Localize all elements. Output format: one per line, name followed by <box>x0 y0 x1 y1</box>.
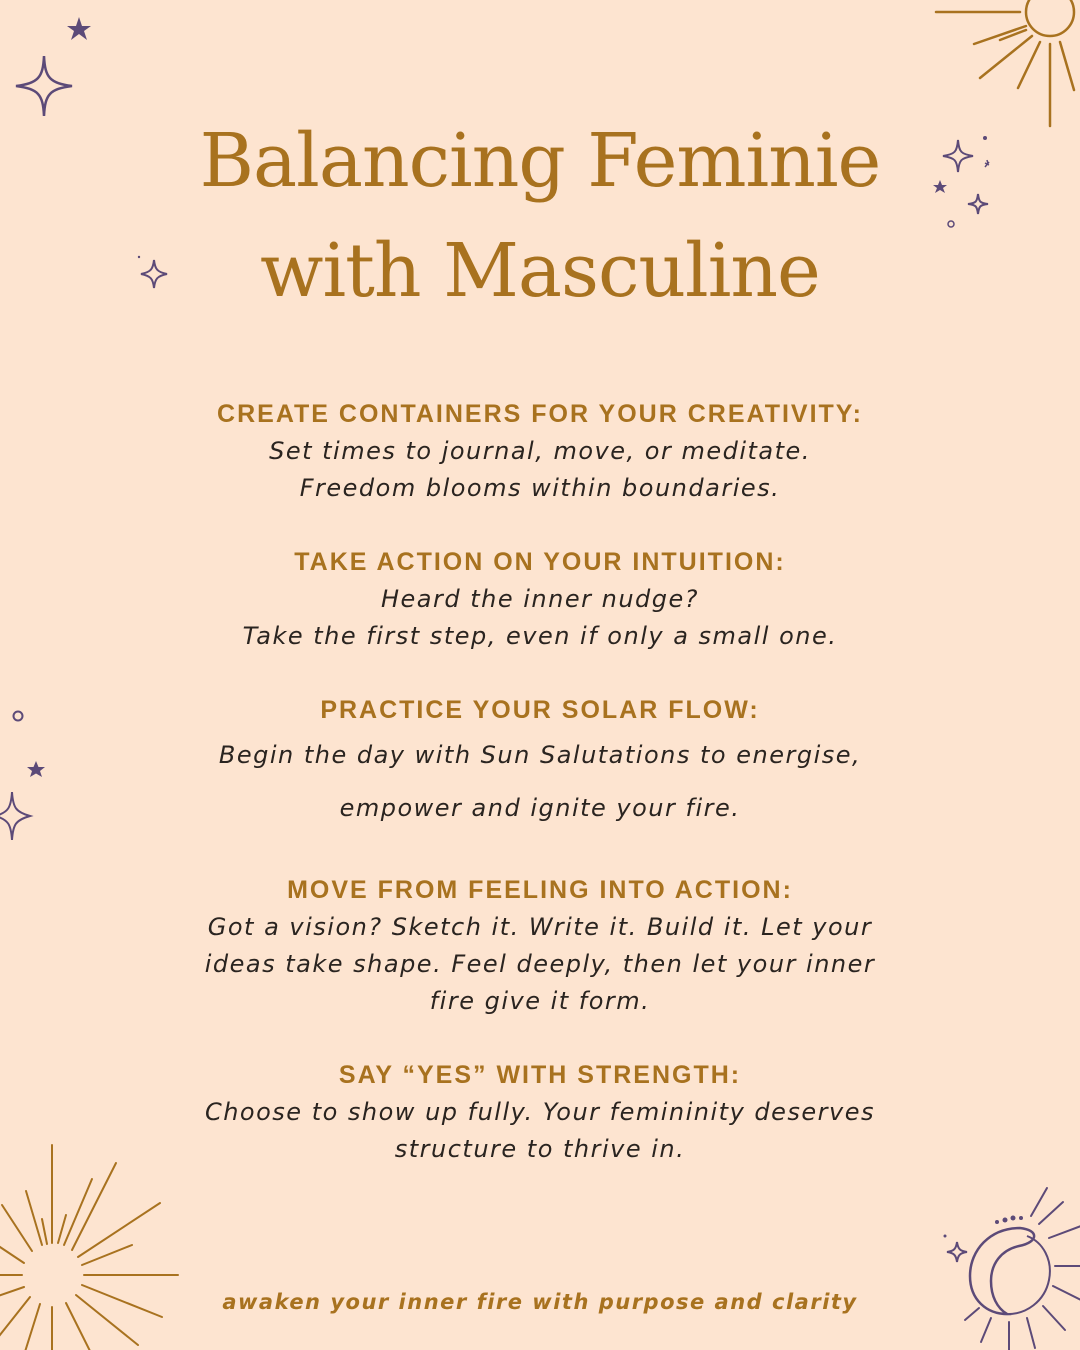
section-text-line: Begin the day with Sun Salutations to energise, <box>218 741 862 769</box>
section-text-line: Set times to journal, move, or meditate. <box>269 437 811 465</box>
section-text-line: empower and ignite your fire. <box>339 794 741 822</box>
sparkle-icon <box>14 54 74 118</box>
section-heading: MOVE FROM FEELING INTO ACTION: <box>287 876 793 904</box>
section-text-line: Take the first step, even if only a small one. <box>242 622 838 650</box>
section-text-line: Heard the inner nudge? <box>380 585 699 613</box>
section-containers <box>0 396 1080 507</box>
section-heading: SAY “YES” WITH STRENGTH: <box>338 1061 742 1089</box>
footer-tagline: awaken your inner fire with purpose and clarity <box>222 1290 858 1314</box>
section-say-yes <box>0 1057 1080 1168</box>
section-feeling-into-action <box>0 872 1080 1020</box>
section-solar-flow <box>0 692 1080 835</box>
section-text-line: Got a vision? Sketch it. Write it. Build it. Let your <box>207 913 873 941</box>
star-icon <box>66 16 92 42</box>
section-intuition <box>0 544 1080 655</box>
sunburst-icon <box>0 1140 190 1350</box>
section-text-line: ideas take shape. Feel deeply, then let your inner <box>204 950 876 978</box>
title-line-1: Balancing Feminie <box>199 118 881 204</box>
section-heading: TAKE ACTION ON YOUR INTUITION: <box>294 548 786 576</box>
section-heading: PRACTICE YOUR SOLAR FLOW: <box>320 696 760 724</box>
section-text-line: Freedom blooms within boundaries. <box>299 474 781 502</box>
section-text-line: Choose to show up fully. Your femininity deserves <box>204 1098 876 1126</box>
section-text-line: structure to thrive in. <box>394 1135 686 1163</box>
moon-icon <box>935 1180 1080 1350</box>
section-heading: CREATE CONTAINERS FOR YOUR CREATIVITY: <box>217 400 863 428</box>
title-line-2: with Masculine <box>260 228 820 314</box>
section-text-line: fire give it form. <box>429 987 651 1015</box>
